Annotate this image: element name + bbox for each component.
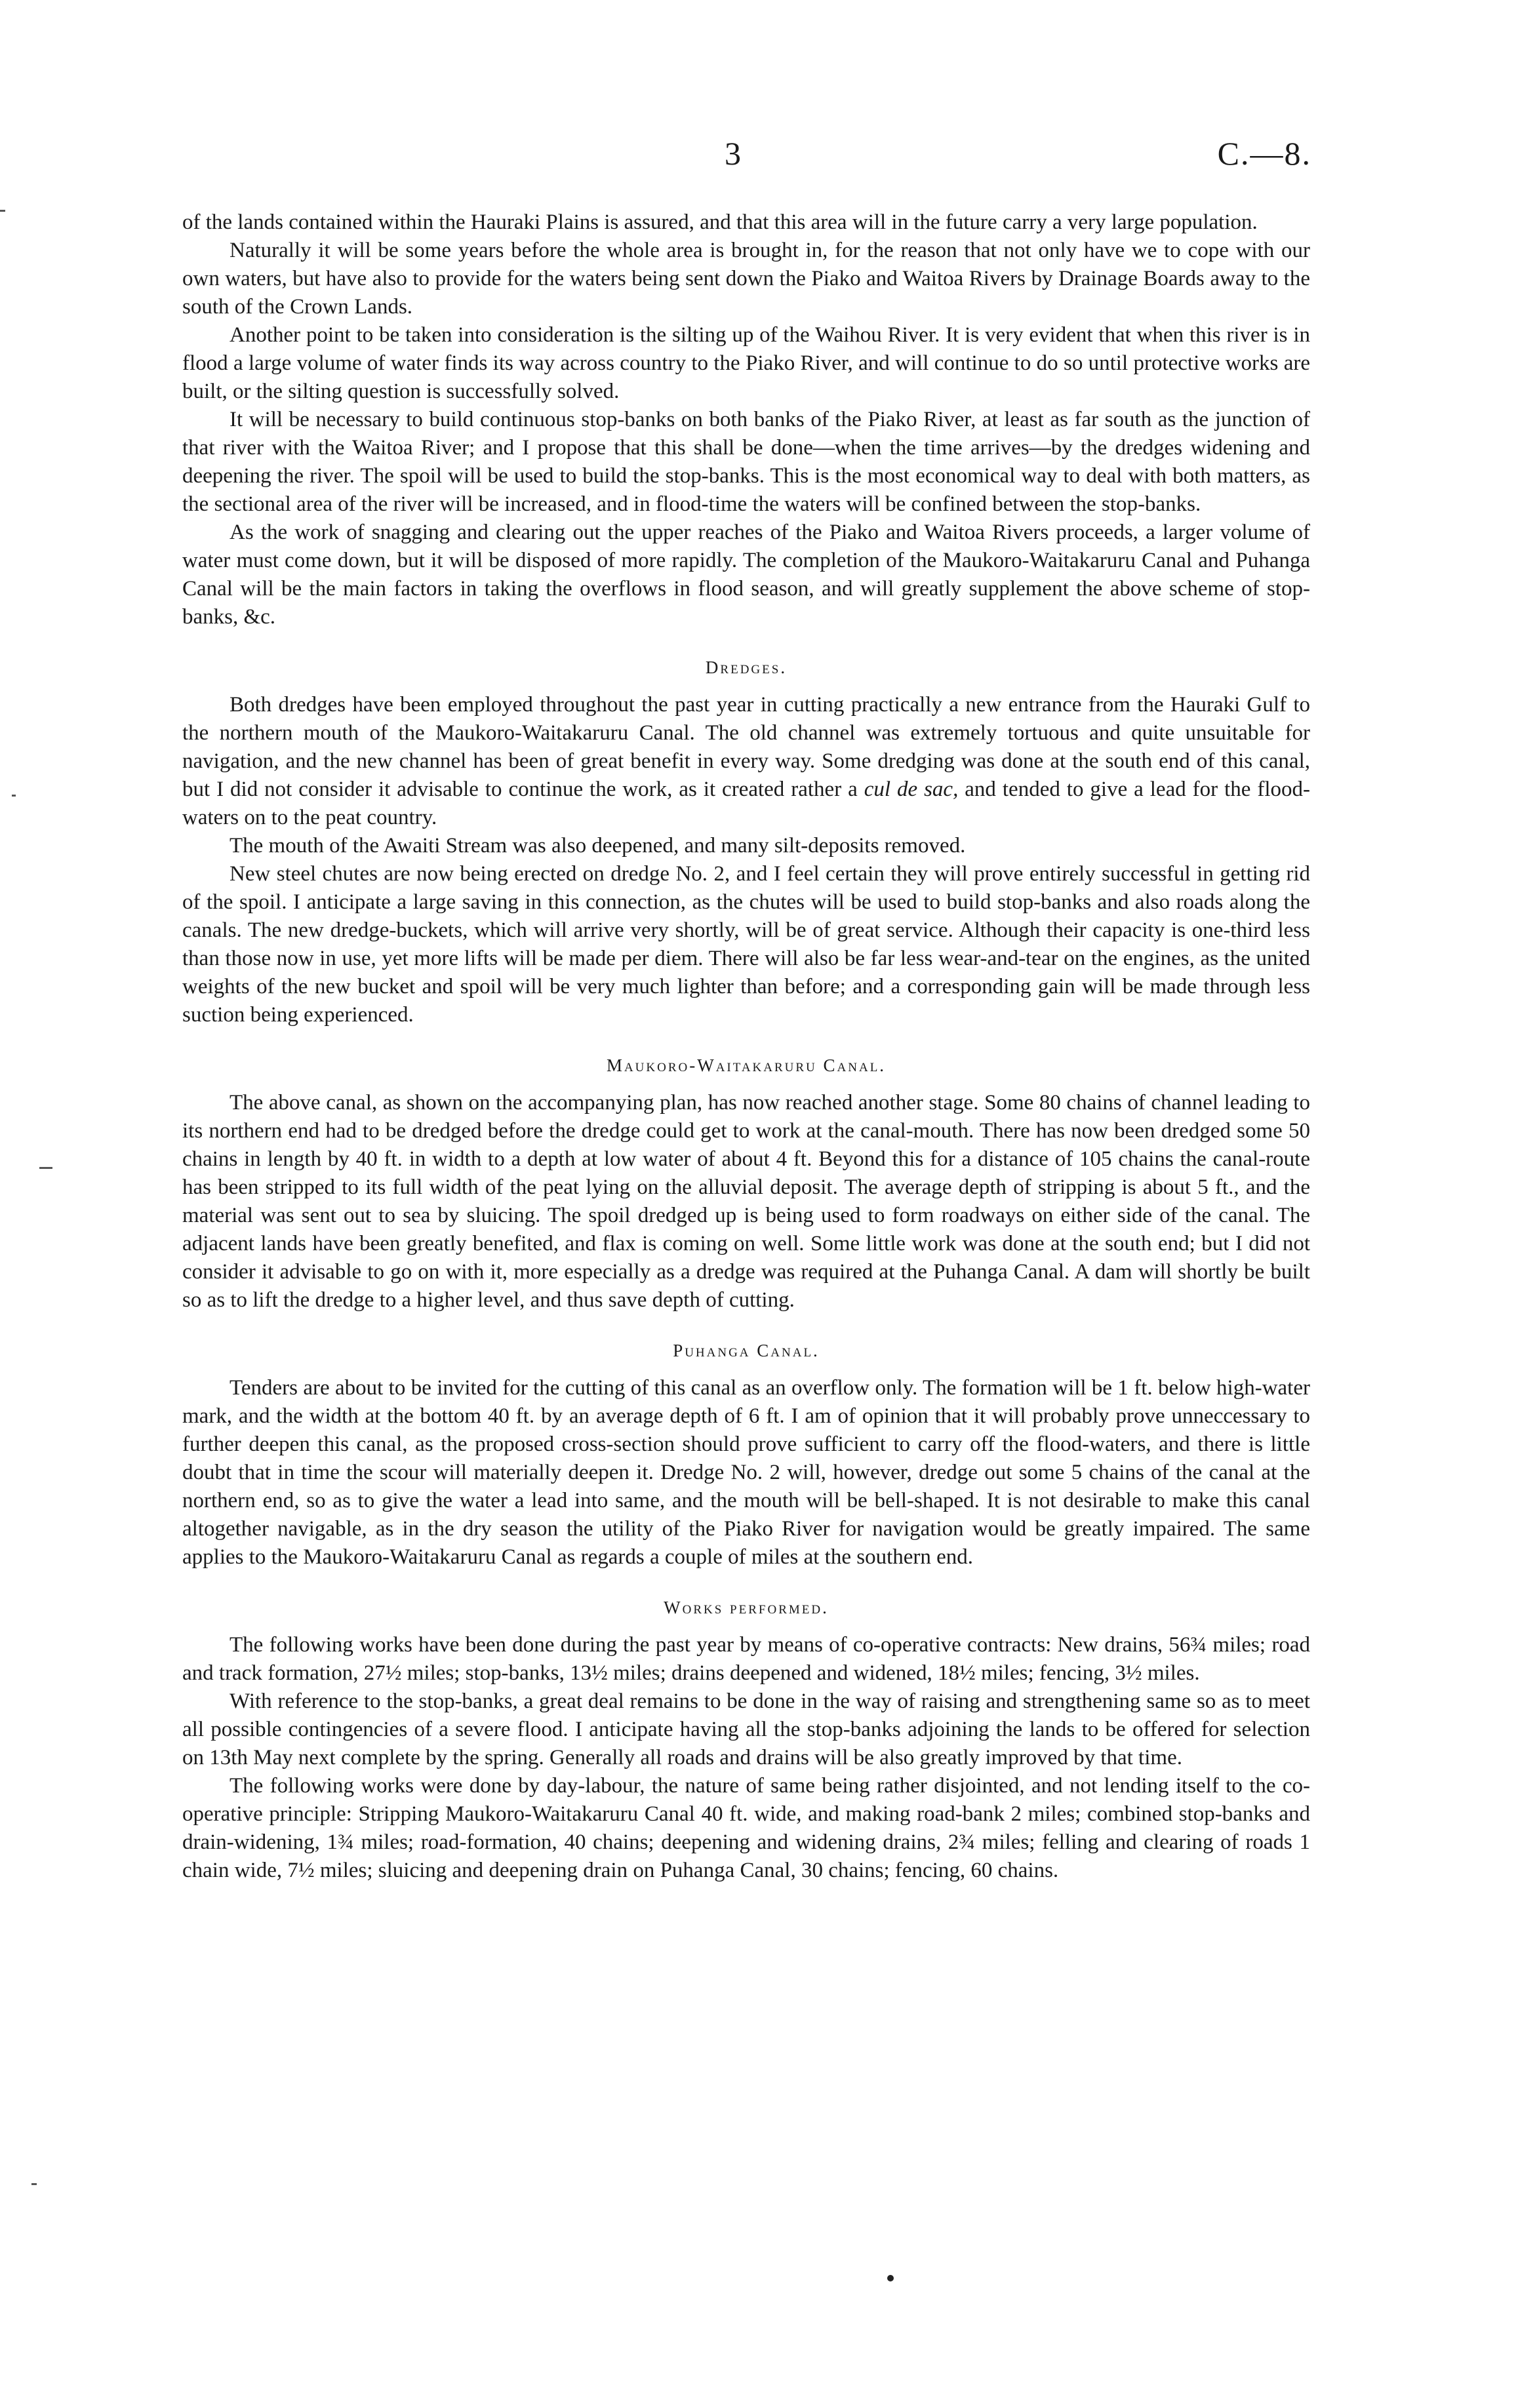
section-heading-dredges: Dredges. [705,658,788,677]
margin-mark [39,1167,52,1169]
dredges-paragraph-2: The mouth of the Awaiti Stream was also deepened, and many silt-deposits removed. [230,834,966,858]
intro-paragraph-1: of the lands contained within the Hauraki Plains is assured, and that this area will in the future carry a very large population. [182,210,1258,234]
intro-paragraph-4: It will be necessary to build continuous stop-banks on both banks of the Piako River, at least as far south as the junction of that river with the Waitoa River; and I propose that this shall be done—when the time arrives—by the dredges widening and deepening the river. The spoil will be used to build the stop-banks. This is the most economical way to deal with both matters, as the sectional area of the river will be increased, and in flood-time the waters will be confined between the stop-banks. [182,408,1310,516]
maukoro-paragraph-1: The above canal, as shown on the accompanying plan, has now reached another stage. Some 80 chains of channel leading to its northern end had to be dredged before the dredge could get to work at the canal-mouth. There has now been dredged some 50 chains in length by 40 ft. in width to a depth at low water of about 4 ft. Beyond this for a distance of 105 chains the canal-route has been stripped to its full width of the peat lying on the alluvial deposit. The average depth of stripping is about 5 ft., and the material was sent out to sea by sluicing. The spoil dredged up is being used to form roadways on either side of the canal. The adjacent lands have been greatly benefited, and flax is coming on well. Some little work was done at the south end; but I did not consider it advisable to go on with it, more especially as a dredge was required at the Puhanga Canal. A dam will shortly be built so as to lift the dredge to a higher level, and thus save depth of cutting. [182,1091,1310,1312]
page-number: 3 [725,135,741,172]
margin-mark [31,2183,37,2185]
dredges-p1-italic: cul de sac, [864,778,959,801]
section-heading-puhanga: Puhanga Canal. [673,1341,820,1360]
puhanga-paragraph-1: Tenders are about to be invited for the cutting of this canal as an overflow only. The formation will be 1 ft. below high-water mark, and the width at the bottom 40 ft. by an average depth of 6 ft. I am of opinion that it will probably prove unneccessary to further deepen this canal, as the proposed cross-section should prove sufficient to carry off the flood-waters, and there is little doubt that in time the scour will materially deepen it. Dredge No. 2 will, however, dredge out some 5 chains of the canal at the northern end, so as to give the water a lead into same, and the mouth will be bell-shaped. It is not desirable to make this canal altogether navigable, as in the dry season the utility of the Piako River for navigation would be greatly impaired. The same applies to the Maukoro-Waitakaruru Canal as regards a couple of miles at the southern end. [182,1376,1310,1569]
margin-mark [0,210,5,212]
dredges-p1-text-a: Both dredges have been employed throughout the past year in cutting practically a new entrance from the Hauraki Gulf to the northern mouth of the Maukoro-Waitakaruru Canal. The old channel was extremely tortuous and quite unsuitable for navigation, and the new channel has been of great benefit in every way. Some dredging was done at the south end of this canal, but I did not consider it advisable to continue the work, as it created rather a [182,693,1310,801]
works-paragraph-2: With reference to the stop-banks, a great deal remains to be done in the way of raising and strengthening same so as to meet all possible contingencies of a severe flood. I anticipate having all the stop-banks adjoining the lands to be offered for selection on 13th May next complete by the spring. Generally all roads and drains will be also greatly improved by that time. [182,1689,1310,1769]
document-reference: C.—8. [1217,135,1311,172]
page-header [0,134,1518,187]
section-heading-maukoro: Maukoro-Waitakaruru Canal. [606,1056,887,1075]
intro-paragraph-2: Naturally it will be some years before the whole area is brought in, for the reason that not only have we to cope with our own waters, but have also to provide for the waters being sent down the Piako and Waitoa Rivers by Drainage Boards away to the south of the Crown Lands. [182,239,1310,319]
dredges-paragraph-3: New steel chutes are now being erected on dredge No. 2, and I feel certain they will prove entirely successful in getting rid of the spoil. I anticipate a large saving in this connection, as the chutes will be used to build stop-banks and also roads along the canals. The new dredge-buckets, which will arrive very shortly, will be of great service. Although their capacity is one-third less than those now in use, yet more lifts will be made per diem. There will also be far less wear-and-tear on the engines, as the united weights of the new bucket and spoil will be very much lighter than before; and a corresponding gain will be made through less suction being experienced. [182,862,1310,1027]
body-text [182,208,1310,1885]
margin-mark [12,795,16,797]
dredges-p1-text-b: and tended to give a lead for the flood-waters on to the peat country. [182,778,1311,829]
works-paragraph-3: The following works were done by day-labour, the nature of same being rather disjointed, and not lending itself to the co-operative principle: Stripping Maukoro-Waitakaruru Canal 40 ft. wide, and making road-bank 2 miles; combined stop-banks and drain-widening, 1¾ miles; road-formation, 40 chains; deepening and widening drains, 2¾ miles; felling and clearing of roads 1 chain wide, 7½ miles; sluicing and deepening drain on Puhanga Canal, 30 chains; fencing, 60 chains. [182,1774,1310,1882]
intro-paragraph-5: As the work of snagging and clearing out the upper reaches of the Piako and Waitoa Rivers proceeds, a larger volume of water must come down, but it will be disposed of more rapidly. The completion of the Maukoro-Waitakaruru Canal and Puhanga Canal will be the main factors in taking the overflows in flood season, and will greatly supplement the above scheme of stop-banks, &c. [182,521,1310,629]
printer-dot [887,2275,894,2281]
intro-paragraph-3: Another point to be taken into consideration is the silting up of the Waihou River. It is very evident that when this river is in flood a large volume of water finds its way across country to the Piako River, and will continue to do so until protective works are built, or the silting question is successfully solved. [182,323,1310,403]
dredges-paragraph-1 [182,691,1310,832]
section-heading-works: Works performed. [664,1598,829,1617]
works-paragraph-1: The following works have been done during the past year by means of co-operative contracts: New drains, 56¾ miles; road and track formation, 27½ miles; stop-banks, 13½ miles; drains deepened and widened, 18½ miles; fencing, 3½ miles. [182,1633,1310,1685]
